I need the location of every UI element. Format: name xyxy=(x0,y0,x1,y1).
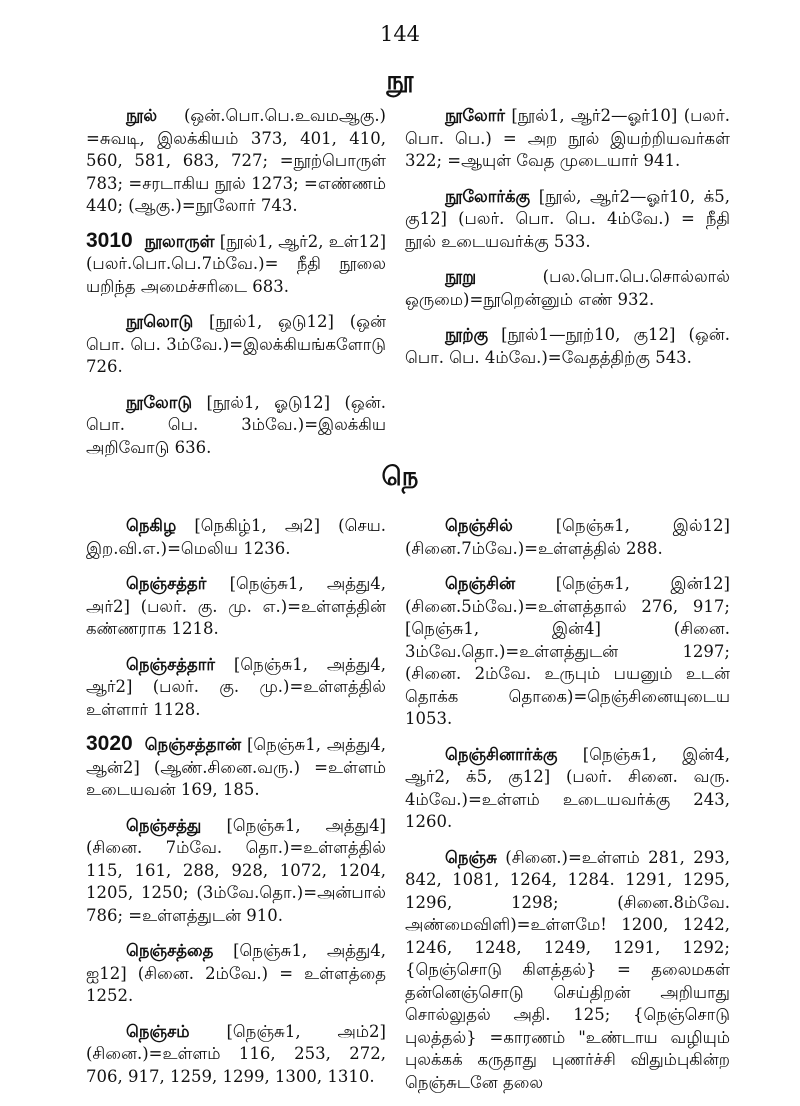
section-heading-noo: நூ xyxy=(386,66,414,96)
right-column-noo xyxy=(405,104,730,381)
headword: நெஞ்சத்தார் xyxy=(126,654,216,674)
entry-definition: [நெஞ்சு1, இன்4, ஆர்2, க்5, கு12] (பலர். சினை. வரு. 4ம்வே.)=உள்ளம் உடையவர்க்கு 243, 1260. xyxy=(405,744,730,831)
entry-definition: [நெஞ்சு1, அம்2] (சினை.)=உள்ளம் 116, 253, 272, 706, 917, 1259, 1299, 1300, 1310. xyxy=(86,1021,386,1086)
headword: நூலோடு xyxy=(126,392,193,412)
entry-definition: [நெஞ்சு1, அத்து4, அர்2] (பலர். கு. மு. எ.)=உள்ளத்தின் கண்ணராக 1218. xyxy=(86,574,387,638)
entry-definition: [நெஞ்சு1, அத்து4] (சினை. 7ம்வே. தொ.)=உள்ளத்தில் 115, 161, 288, 928, 1072, 1204, 1205, 1250; (3ம்வே.தொ.)=அன்பால் 786; =உள்ளத்துடன் 910. xyxy=(86,815,386,925)
dictionary-entry xyxy=(86,310,386,379)
entry-definition: (பல.பொ.பெ.சொல்லால் ஒருமை)=நூறென்னும் எண் 932. xyxy=(405,267,730,309)
dictionary-entry xyxy=(405,104,730,173)
dictionary-entry xyxy=(86,514,386,560)
dictionary-entry xyxy=(405,514,730,560)
headword: நூலொடு xyxy=(126,312,194,331)
dictionary-entry xyxy=(405,572,730,731)
headword: நெஞ்சில் xyxy=(445,516,513,535)
entry-definition: [நெஞ்சு1, அத்து4, ஐ12] (சினை. 2ம்வே.) = உள்ளத்தை 1252. xyxy=(86,941,387,1005)
entry-definition: [நெஞ்சு1, அத்து4, ஆன்2] (ஆண்.சினை.வரு.) =உள்ளம் உடையவன் 169, 185. xyxy=(86,735,387,799)
dictionary-entry xyxy=(86,104,386,218)
dictionary-entry xyxy=(86,572,386,641)
headword: நெஞ்சு xyxy=(445,847,497,867)
entry-definition: [நூல், ஆர்2—ஓர்10, க்5, கு12] (பலர். பொ. பெ. 4ம்வே.) = நீதி நூல் உடையவர்க்கு 533. xyxy=(405,186,730,251)
entry-definition: [நூல்1, ஓடு12] (ஒன். பொ. பெ. 3ம்வே.)=இலக்கிய அறிவோடு 636. xyxy=(86,392,386,457)
dictionary-entry xyxy=(86,814,386,928)
entry-definition: [நெகிழ்1, அ2] (செய. இற.வி.எ.)=மெலிய 1236. xyxy=(86,516,386,558)
dictionary-entry xyxy=(405,846,730,1095)
dictionary-entry xyxy=(86,653,386,722)
headword: நூல் xyxy=(126,106,158,125)
headword: நெஞ்சத்து xyxy=(126,815,202,835)
left-column-ne xyxy=(86,514,386,1100)
dictionary-entry xyxy=(86,391,386,460)
dictionary-entry xyxy=(86,1020,386,1089)
headword: நெஞ்சத்தை xyxy=(126,941,214,960)
entry-definition: [நெஞ்சு1, இல்12] (சினை.7ம்வே.)=உள்ளத்தில் 288. xyxy=(405,516,730,558)
entry-definition: [நூல்1, ஒடு12] (ஒன் பொ. பெ. 3ம்வே.)=இலக்கியங்களோடு 726. xyxy=(86,312,386,376)
entry-definition: [நூல்1, ஆர்2, உள்12] (பலர்.பொ.பெ.7ம்வே.)= நீதி நூலை யறிந்த அமைச்சரிடை 683. xyxy=(86,231,387,296)
entry-definition: [நெஞ்சு1, இன்12] (சினை.5ம்வே.)=உள்ளத்தால் 276, 917; [நெஞ்சு1, இன்4] (சினை. 3ம்வே.தொ.)=உள்ளத்துடன் 1297; (சினை. 2ம்வே. உருபும் பயனும் உடன் தொக்க தொகை)=நெஞ்சினையுடைய 1053. xyxy=(405,574,730,728)
entry-number: 3010 xyxy=(86,228,133,252)
headword: நெஞ்சினார்க்கு xyxy=(445,744,558,764)
dictionary-entry xyxy=(405,323,730,369)
headword: நூறு xyxy=(445,267,477,286)
right-column-ne xyxy=(405,514,730,1106)
headword: நெஞ்சம் xyxy=(126,1021,190,1041)
headword: நூலோர்க்கு xyxy=(445,186,531,206)
dictionary-entry xyxy=(405,743,730,834)
dictionary-entry xyxy=(86,230,386,299)
left-column-noo xyxy=(86,104,386,471)
page-number: 144 xyxy=(379,22,421,46)
dictionary-entry xyxy=(86,733,386,802)
headword: நூலோர் xyxy=(445,106,505,125)
entry-definition: [நூல்1, ஆர்2—ஓர்10] (பலர். பொ. பெ.) = அற நூல் இயற்றியவர்கள் 322; =ஆயுள் வேத முடையார் 941. xyxy=(405,106,730,170)
entry-definition: (ஒன்.பொ.பெ.உவமஆகு.) =சுவடி, இலக்கியம் 373, 401, 410, 560, 581, 683, 727; =நூற்பொருள் 783; =சரடாகிய நூல் 1273; =எண்ணம் 440; (ஆகு.)=நூலோர் 743. xyxy=(86,106,386,215)
section-heading-ne: நெ xyxy=(381,462,419,492)
dictionary-entry xyxy=(405,185,730,254)
entry-definition: [நூல்1—நூற்10, கு12] (ஒன். பொ. பெ. 4ம்வே.)=வேதத்திற்கு 543. xyxy=(405,325,730,367)
dictionary-entry xyxy=(86,939,386,1008)
headword: நெஞ்சத்தான் xyxy=(144,735,242,754)
headword: நெகிழ xyxy=(126,516,177,535)
headword: நெஞ்சத்தர் xyxy=(126,574,207,593)
headword: நூலாருள் xyxy=(144,231,215,251)
dictionary-entry xyxy=(405,265,730,311)
entry-definition: (சினை.)=உள்ளம் 281, 293, 842, 1081, 1264, 1284. 1291, 1295, 1296, 1298; (சினை.8ம்வே. அண்மைவிளி)=உள்ளமே! 1200, 1242, 1246, 1248, 1249, 1291, 1292; {நெஞ்சொடு கிளத்தல்} = தலைமகள் தன்னெஞ்சொடு செய்திறன் அறியாது சொல்லுதல் அதி. 125; {நெஞ்சொடு புலத்தல்} =காரணம் "உண்டாய வழியும் புலக்கக் கருதாது புணர்ச்சி விதும்புகின்ற நெஞ்சுடனே தலை xyxy=(405,847,730,1092)
entry-definition: [நெஞ்சு1, அத்து4, ஆர்2] (பலர். கு. மு.)=உள்ளத்தில் உள்ளார் 1128. xyxy=(86,654,387,719)
headword: நெஞ்சின் xyxy=(445,574,516,593)
entry-number: 3020 xyxy=(86,732,133,755)
headword: நூற்கு xyxy=(445,325,489,344)
